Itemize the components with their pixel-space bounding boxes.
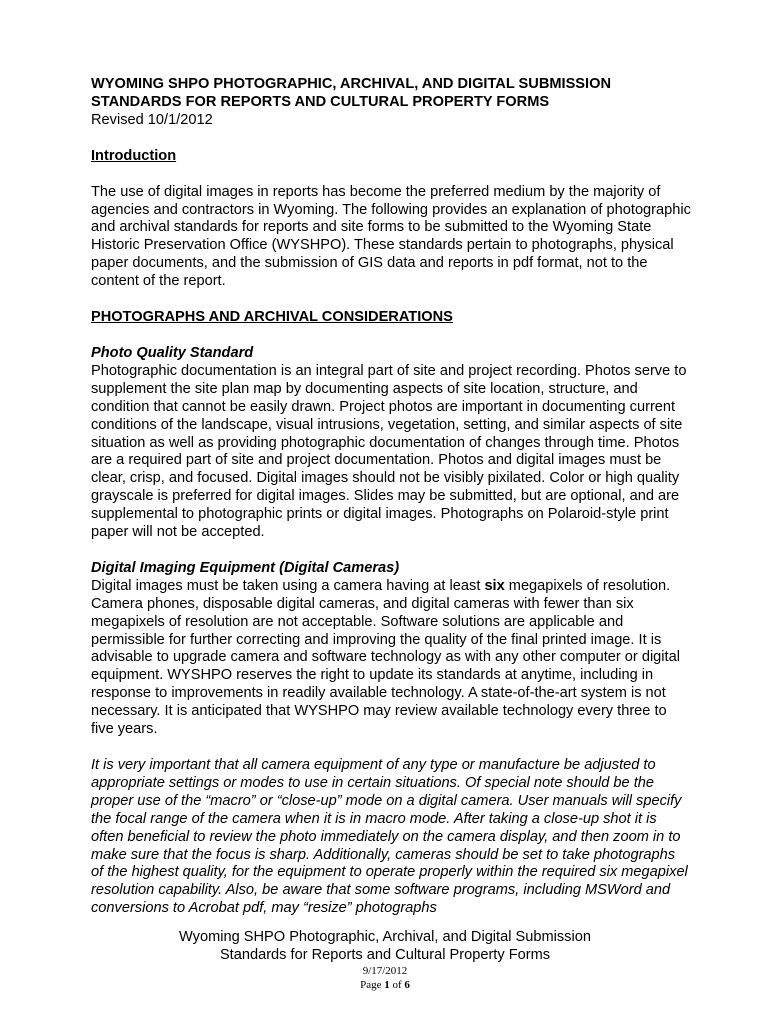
title-line-2: STANDARDS FOR REPORTS AND CULTURAL PROPERTY FORMS (91, 93, 550, 110)
document-body (91, 76, 691, 918)
camera-settings-paragraph: It is very important that all camera equipment of any type or manufacture be adjusted to appropriate settings or modes to use in certain situations. Of special note should be the proper use of the “macro” or “close-up” mode on a digital camera. User manuals will specify the focal range of the camera when it is in macro mode. After taking a close-up shot it is often beneficial to review the photo immediately on the camera display, and then zoom in to make sure that the focus is sharp. Additionally, cameras should be set to take photographs of the highest quality, for the equipment to operate properly within the required six megapixel resolution capability. Also, be aware that some software programs, including MSWord and conversions to Acrobat pdf, may “resize” photographs (91, 757, 688, 917)
page-number: 1 (384, 979, 390, 991)
introduction-heading: Introduction (91, 147, 177, 164)
page-total: 6 (404, 979, 410, 991)
photo-quality-paragraph: Photographic documentation is an integral part of site and project recording. Photos serve to supplement the site plan map by documenting aspects of site location, structure, and condition that cannot be easily drawn. Project photos are important in documenting current conditions of the landscape, visual intrusions, vegetation, setting, and similar aspects of site situation as well as providing photographic documentation of changes through time. Photos are a required part of site and project documentation. Photos and digital images must be clear, crisp, and focused. Digital images should not be visibly pixilated. Color or high quality grayscale is preferred for digital images. Slides may be submitted, but are optional, and are supplemental to photographic prints or digital images. Photographs on Polaroid-style print paper will not be accepted. (91, 362, 687, 541)
page-of: of (389, 979, 405, 991)
equipment-text-after: megapixels of resolution. Camera phones, disposable digital cameras, and digital cameras with fewer than six megapixels of resolution are not acceptable. Software solutions are applicable and permissible for further correcting and improving the quality of the final printed image. It is advisable to upgrade camera and software technology as with any other computer or digital equipment. WYSHPO reserves the right to update its standards at anytime, including in response to improvements in readily available technology. A state-of-the-art system is not necessary. It is anticipated that WYSHPO may review available technology every three to five years. (91, 577, 680, 738)
page-footer (0, 928, 770, 992)
photographs-heading: PHOTOGRAPHS AND ARCHIVAL CONSIDERATIONS (91, 309, 453, 326)
revised-date: Revised 10/1/2012 (91, 111, 213, 128)
title-line-1: WYOMING SHPO PHOTOGRAPHIC, ARCHIVAL, AND DIGITAL SUBMISSION (91, 76, 611, 92)
photo-quality-heading: Photo Quality Standard (91, 344, 254, 361)
footer-page-number (0, 978, 770, 992)
document-title (91, 76, 691, 112)
footer-date: 9/17/2012 (362, 965, 408, 977)
footer-line-1: Wyoming SHPO Photographic, Archival, and Digital Submission (179, 929, 591, 945)
equipment-text-before: Digital images must be taken using a camera having at least (91, 577, 485, 594)
introduction-paragraph: The use of digital images in reports has become the preferred medium by the majority of agencies and contractors in Wyoming. The following provides an explanation of photographic and archival standards for reports and site forms to be submitted to the Wyoming State Historic Preservation Office (WYSHPO). These standards pertain to photographs, physical paper documents, and the submission of GIS data and reports in pdf format, not to the content of the report. (91, 183, 691, 290)
footer-line-2: Standards for Reports and Cultural Property Forms (219, 947, 551, 963)
page-prefix: Page (360, 979, 385, 991)
digital-equipment-heading: Digital Imaging Equipment (Digital Cameras) (91, 559, 400, 576)
digital-equipment-paragraph (91, 578, 691, 739)
equipment-text-bold: six (484, 577, 505, 594)
